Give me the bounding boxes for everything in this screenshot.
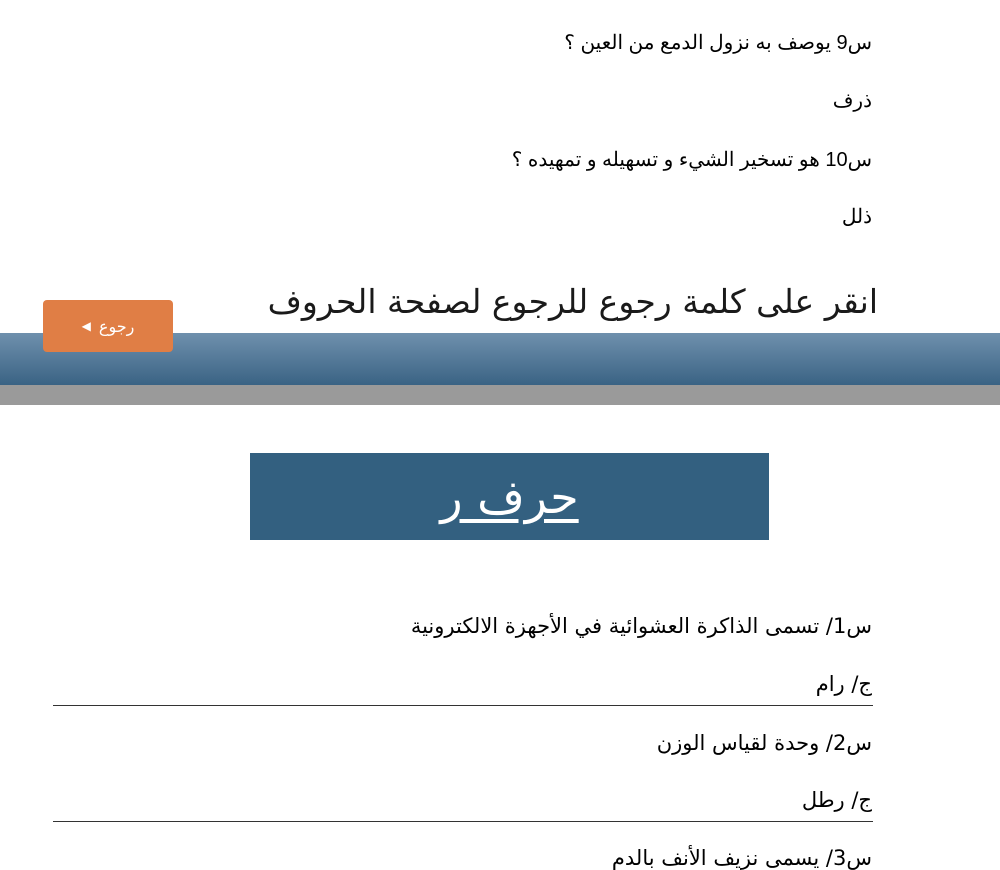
divider-bar xyxy=(0,385,1000,405)
divider-line xyxy=(53,821,873,822)
section-title-box xyxy=(250,453,769,540)
question-3: س3/ يسمى نزيف الأنف بالدم xyxy=(611,846,872,870)
instruction-text: انقر على كلمة رجوع للرجوع لصفحة الحروف xyxy=(267,282,878,321)
back-button-label: رجوع xyxy=(98,316,135,336)
triangle-left-icon: ◀ xyxy=(81,319,91,333)
answer-9: ذرف xyxy=(832,90,872,112)
divider-line xyxy=(53,705,873,706)
question-2: س2/ وحدة لقياس الوزن xyxy=(656,731,872,755)
question-1: س1/ تسمى الذاكرة العشوائية في الأجهزة الالكترونية xyxy=(410,614,872,638)
back-button[interactable] xyxy=(43,300,173,352)
section-title[interactable]: حرف ر xyxy=(440,469,579,524)
answer-10: ذلل xyxy=(841,206,872,228)
question-9: س9 يوصف به نزول الدمع من العين ؟ xyxy=(564,32,872,54)
answer-2: ج/ رطل xyxy=(801,788,872,812)
question-10: س10 هو تسخير الشيء و تسهيله و تمهيده ؟ xyxy=(511,149,872,171)
answer-1: ج/ رام xyxy=(815,672,872,696)
